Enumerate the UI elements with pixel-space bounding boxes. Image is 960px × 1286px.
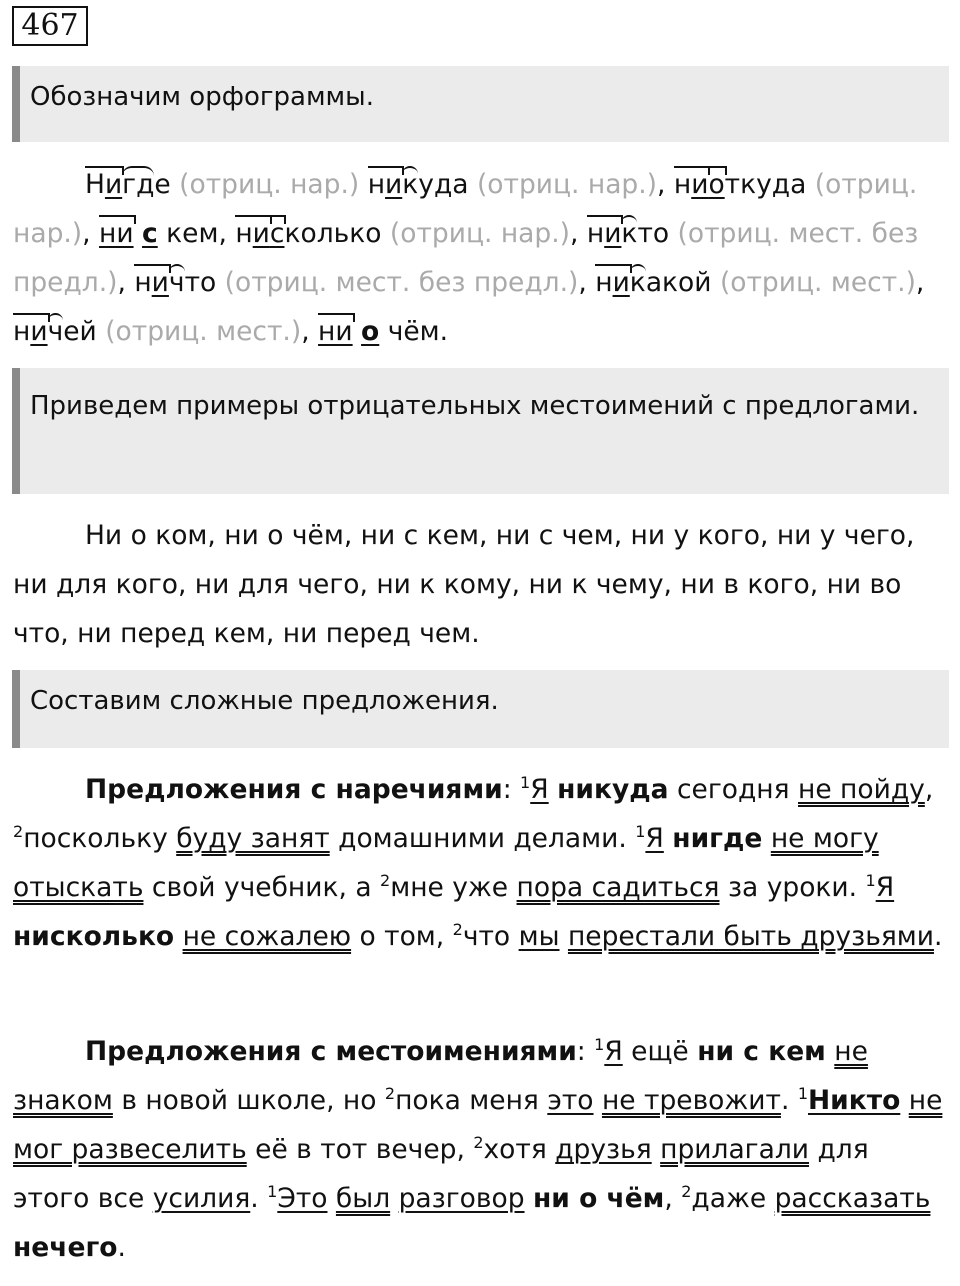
word-ni-o-chem: ни о чём. bbox=[318, 316, 448, 347]
prefix-mark: Ни bbox=[85, 160, 122, 209]
word-ni-s-kem: ни с кем bbox=[99, 218, 218, 249]
label-nar: (отриц. нар.) bbox=[389, 218, 570, 249]
exercise-number: 467 bbox=[12, 6, 88, 46]
word-niotkuda: ниоткуда bbox=[674, 169, 806, 200]
label-nar: (отриц. нар.) bbox=[13, 169, 918, 249]
word-nikto: никто bbox=[587, 218, 669, 249]
label-mest: (отриц. мест.) bbox=[719, 267, 916, 298]
adverbs-heading: Предложения с наречиями bbox=[85, 774, 503, 805]
note-sentences-text: Составим сложные предложения. bbox=[30, 686, 499, 716]
label-mest-bez: (отриц. мест. без предл.) bbox=[224, 267, 579, 298]
adverb-sentences: Предложения с наречиями: $^1$Я никуда сегодня не пойду, $^2$поскольку буду занят домашними делами. $^1$Я нигде не могу отыскать свой учебник, а $^2$мне уже пора садиться за уроки. $^1$Я нисколько не сожалею о том, $^2$что мы перестали быть друзьями. bbox=[13, 773, 943, 952]
prefix-mark: ни bbox=[674, 160, 709, 209]
word-nichto: ничто bbox=[134, 267, 216, 298]
label-nar: (отриц. нар.) bbox=[476, 169, 658, 200]
prefix-mark: ни bbox=[595, 258, 630, 307]
note-sentences bbox=[12, 670, 949, 748]
word-niskolko: нисколько bbox=[235, 218, 381, 249]
prefix-mark: ни bbox=[13, 307, 48, 356]
label-mest-bez: (отриц. мест. без предл.) bbox=[13, 218, 919, 298]
pronouns-heading: Предложения с местоимениями bbox=[85, 1036, 577, 1067]
prefix-mark: о bbox=[708, 160, 724, 209]
word-nichey: ничей bbox=[13, 316, 97, 347]
note-orthograms bbox=[12, 66, 949, 142]
word-nikakoy: никакой bbox=[595, 267, 711, 298]
prefix-mark: ни bbox=[368, 160, 403, 209]
note-examples-text: Приведем примеры отрицательных местоимений с предлогами. bbox=[30, 391, 920, 421]
label-mest: (отриц. мест.) bbox=[105, 316, 302, 347]
label-nar: (отриц. нар.) bbox=[179, 169, 360, 200]
word-nigde: Нигде bbox=[85, 169, 171, 200]
examples-text: Ни о ком, ни о чём, ни с кем, ни с чем, ни у кого, ни у чего, ни для кого, ни для чего, ни к кому, ни к чему, ни в кого, ни во что, ни перед кем, ни перед чем. bbox=[13, 520, 915, 649]
prefix-mark: ни bbox=[134, 258, 169, 307]
pronoun-sentences: Предложения с местоимениями: $^1$Я ещё ни с кем не знаком в новой школе, но $^2$пока меня это не тревожит. $^1$Никто не мог развеселить её в тот вечер, $^2$хотя друзья прилагали для этого все усилия. $^1$Это был разговор ни о чём, $^2$даже рассказать нечего. bbox=[13, 1035, 943, 1263]
orthogram-paragraph: Нигде (отриц. нар.) никуда (отриц. нар.), ниоткуда (отриц. нар.), ни с кем, нисколько (отриц. нар.), никто (отриц. мест. без предл.), ничто (отриц. мест. без предл.), никакой (отриц. мест.), ничей (отриц. мест.), ни о чём. bbox=[13, 160, 953, 356]
note-examples bbox=[12, 368, 949, 494]
prefix-mark: ни bbox=[587, 209, 622, 258]
examples-paragraph bbox=[13, 511, 953, 658]
prefix-mark: ни bbox=[235, 209, 270, 258]
note-orthograms-text: Обозначим орфограммы. bbox=[30, 82, 374, 112]
word-nikuda: никуда bbox=[368, 169, 469, 200]
